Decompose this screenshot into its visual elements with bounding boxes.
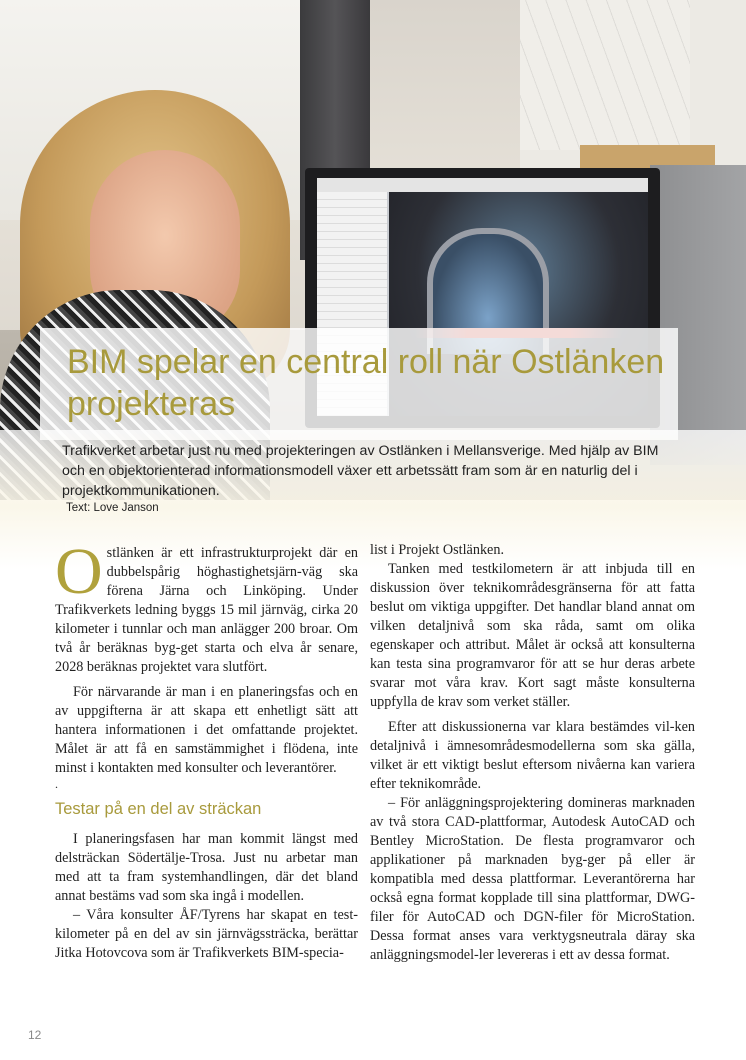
screen-menubar: [317, 178, 648, 192]
body-paragraph: [55, 535, 358, 677]
left-column: [55, 535, 358, 963]
wall-drawing: [520, 0, 690, 150]
article-title: BIM spelar en central roll när Ostlänken projekteras: [67, 343, 665, 423]
right-column: [370, 541, 695, 965]
body-paragraph: – För anläggningsprojektering domineras marknaden av två stora CAD-plattformar, Autodesk AutoCAD och Bentley MicroStation. De flesta programvaror och applikationer på marknaden byg-ger på eller är kompatibla med dessa plattformar. Leverantörerna har också egna format kopplade till sina plattformar, DWG-filer för AutoCAD och DGN-filer för MicroStation. Dessa format anses vara verktygsneutrala däray ska anläggningsmodel-ler levereras i ett av dessa format.: [370, 795, 695, 963]
body-paragraph: Tanken med testkilometern är att inbjuda till en diskussion över teknikområdesgränserna för att fatta beslut om viktiga uppgifter. Det handlar bland annat om vilken detaljnivå som ska råda, samt om olika egenskaper och attribut. Målet är också att konsulterna kan testa sina programvaror för att se hur deras arbete svarar mot våra krav. Kort sagt måste konsulterna uppfylla de krav som verket ställer.: [370, 561, 695, 710]
body-paragraph: list i Projekt Ostlänken.: [370, 542, 504, 558]
body-paragraph: För närvarande är man i en planeringsfas och en av uppgifterna är att skapa ett enhetligt sätt att hantera informationen i det omfattande projektet. Målet är att få en samstämmighet i flödena, inte minst i kontakten med konsulter och leverantörer.: [55, 684, 358, 776]
page-number: 12: [28, 1028, 42, 1042]
body-paragraph: – Våra konsulter ÅF/Tyrens har skapat en test-kilometer på en del av sin järnvägssträcka, berättar Jitka Hotovcova som är Trafikverkets BIM-specia-: [55, 907, 358, 961]
article-ingress: Trafikverket arbetar just nu med projekteringen av Ostlänken i Mellansverige. Med hjälp av BIM och en objektorienterad informationsmodell växer ett arbetssätt fram som är en naturlig del i projektkommunikationen.: [62, 443, 659, 499]
drop-cap: O: [55, 535, 103, 608]
section-subheading: Testar på en del av sträckan: [55, 800, 262, 818]
body-paragraph: I planeringsfasen har man kommit längst med delsträckan Södertälje-Trosa. Just nu arbetar man med att ta fram systemhandlingen, där det bland annat bestäms vad som ska ingå i modellen.: [55, 831, 358, 904]
article-byline: Text: Love Janson: [66, 502, 159, 514]
body-paragraph: Efter att diskussionerna var klara bestämdes vil-ken detaljnivå i ämnesområdesmodellerna som ska gälla, vilket är ett viktigt beslut eftersom nivåerna kan variera efter teknikområde.: [370, 719, 695, 792]
body-paragraph-text: stlänken är ett infrastrukturprojekt där en dubbelspårig höghastighetsjärn-väg ska förena Järna och Linköping. Under Trafikverkets ledning byggs 15 mil järnväg, cirka 20 kilometer i tunnlar och man anlägger 200 broar. Om två år beräknas byg-get starta och elva år senare, 2028 beräknas projektet vara slutfört.: [55, 545, 358, 675]
stray-dot: .: [55, 777, 58, 791]
